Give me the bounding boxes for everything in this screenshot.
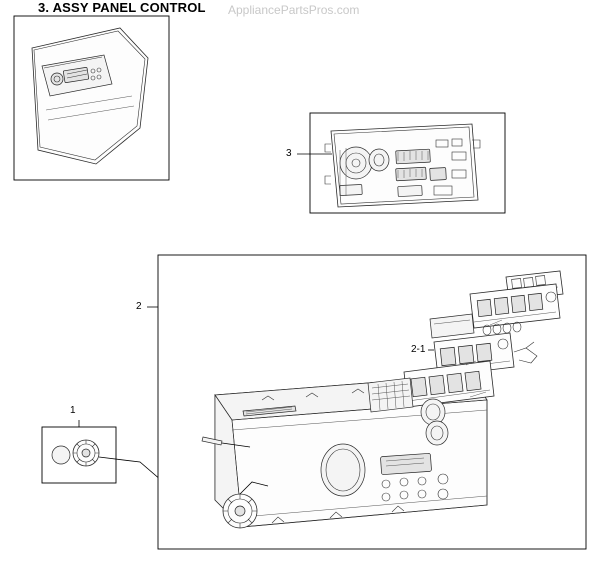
callout-1: 1: [70, 405, 76, 416]
inset-board-group: [297, 113, 505, 213]
callout-2-1: 2-1: [411, 344, 426, 355]
page-title: 3. ASSY PANEL CONTROL: [38, 0, 206, 15]
watermark: AppliancePartsPros.com: [228, 3, 360, 17]
inset-top-left-group: [14, 16, 169, 180]
callout-2: 2: [136, 301, 142, 312]
callout-3: 3: [286, 148, 292, 159]
vent-plate: [368, 378, 413, 412]
